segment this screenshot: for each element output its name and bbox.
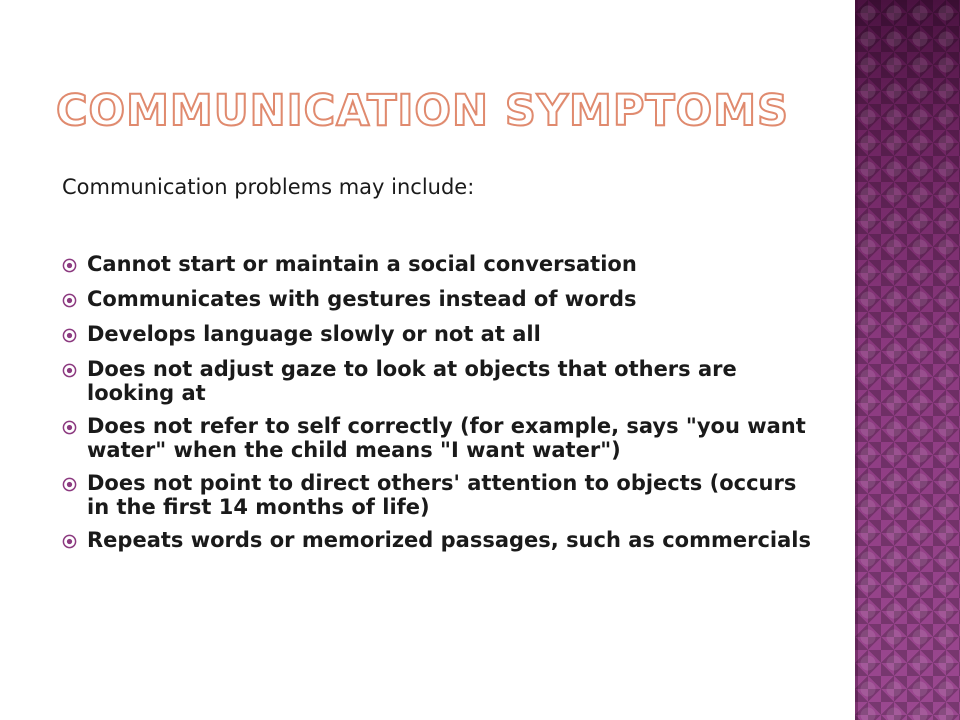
intro-text: Communication problems may include: xyxy=(62,175,475,199)
list-item-text: Repeats words or memorized passages, such as commercials xyxy=(87,528,811,552)
list-item-text: Communicates with gestures instead of words xyxy=(87,287,637,311)
list-item xyxy=(62,357,822,405)
list-item xyxy=(62,252,822,278)
circled-dot-icon xyxy=(62,471,79,497)
circled-dot-icon xyxy=(62,528,79,554)
list-item-text: Cannot start or maintain a social conversation xyxy=(87,252,637,276)
list-item xyxy=(62,322,822,348)
decorative-side-panel xyxy=(855,0,960,720)
circled-dot-icon xyxy=(62,252,79,278)
side-panel-edge xyxy=(855,0,858,720)
circled-dot-icon xyxy=(62,322,79,348)
list-item-text: Develops language slowly or not at all xyxy=(87,322,541,346)
circled-dot-icon xyxy=(62,357,79,383)
symptom-list xyxy=(62,252,822,563)
circled-dot-icon xyxy=(62,414,79,440)
list-item-text: Does not point to direct others' attention to objects (occurs in the first 14 months of life) xyxy=(87,471,797,519)
list-item xyxy=(62,414,822,462)
list-item xyxy=(62,287,822,313)
list-item xyxy=(62,528,822,554)
circled-dot-icon xyxy=(62,287,79,313)
list-item xyxy=(62,471,822,519)
list-item-text: Does not refer to self correctly (for example, says "you want water" when the child means "I want water") xyxy=(87,414,806,462)
slide-title: COMMUNICATION SYMPTOMS xyxy=(56,86,789,136)
list-item-text: Does not adjust gaze to look at objects that others are looking at xyxy=(87,357,737,405)
